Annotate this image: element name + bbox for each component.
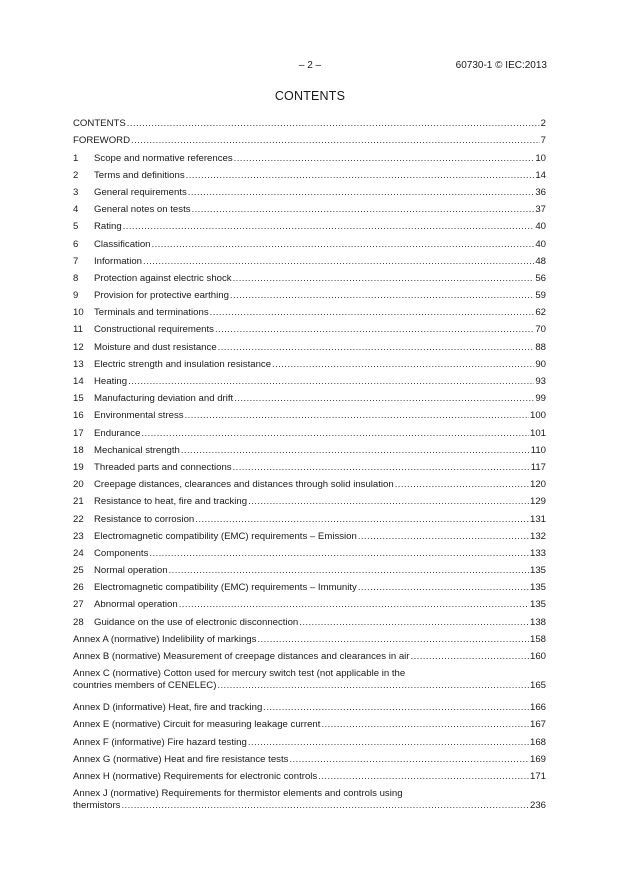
toc-annex-g[interactable]: [73, 749, 546, 766]
toc-page-number: 158: [529, 633, 546, 645]
toc-annex-label: Annex A (normative) Indelibility of markings: [73, 633, 257, 645]
toc-annex-continuation: [73, 800, 546, 812]
toc-section-number: 10: [73, 307, 84, 319]
toc-section-number: 5: [73, 221, 79, 233]
toc-leader: [318, 771, 529, 783]
toc-page-number: 48: [535, 255, 546, 267]
toc-entry-label: Abnormal operation: [94, 599, 178, 611]
toc-page-number: 160: [529, 651, 546, 662]
toc-page-number: 36: [535, 186, 546, 198]
toc-page-number: 10: [535, 152, 546, 164]
toc-leader: [411, 651, 529, 663]
toc-section-number: 9: [73, 290, 79, 302]
toc-entry[interactable]: [73, 388, 546, 405]
toc-leader: [272, 359, 534, 371]
toc-annex-d[interactable]: [73, 697, 546, 714]
toc-page-number: 110: [530, 444, 546, 456]
toc-entry[interactable]: [73, 182, 546, 199]
toc-leader: [188, 187, 535, 199]
toc-entry[interactable]: [73, 251, 546, 268]
toc-entry[interactable]: [73, 130, 546, 147]
toc-entry[interactable]: [73, 165, 546, 182]
toc-entry[interactable]: [73, 268, 546, 285]
toc-page-number: 90: [535, 358, 546, 370]
toc-leader: [395, 479, 529, 491]
toc-leader: [131, 135, 540, 147]
toc-leader: [149, 548, 529, 560]
toc-page-number: 70: [535, 324, 546, 336]
toc-leader: [127, 118, 540, 130]
page-number: – 2 –: [298, 60, 322, 71]
document-id: 60730-1 © IEC:2013: [455, 60, 547, 71]
toc-page-number: 100: [529, 410, 546, 422]
toc-page-number: 132: [529, 530, 546, 542]
toc-annex-label: Annex F (informative) Fire hazard testing: [73, 736, 247, 748]
toc-leader: [169, 565, 529, 577]
toc-leader: [234, 393, 534, 405]
toc-page-number: 101: [529, 427, 546, 439]
toc-section-number: 22: [73, 513, 84, 525]
toc-leader: [143, 256, 534, 268]
toc-leader: [210, 307, 535, 319]
toc-entry[interactable]: [73, 371, 546, 388]
toc-leader: [186, 170, 535, 182]
toc-page-number: 2: [540, 118, 546, 130]
toc-leader: [358, 531, 529, 543]
toc-annex-label: Annex C (normative) Cotton used for mercury switch test (not applicable in the: [73, 668, 406, 679]
toc-entry-label: Terminals and terminations: [94, 307, 209, 319]
toc-entry[interactable]: [73, 577, 546, 594]
toc-annex-j[interactable]: [73, 783, 546, 817]
toc-annex-continuation: [73, 680, 546, 692]
toc-page-number: 120: [529, 479, 546, 491]
toc-leader: [123, 221, 535, 233]
toc-entry-label: Manufacturing deviation and drift: [94, 393, 234, 405]
toc-entry[interactable]: [73, 543, 546, 560]
toc-entry[interactable]: [73, 611, 546, 628]
toc-entry-label: Rating: [94, 221, 122, 233]
toc-section-number: 18: [73, 444, 84, 456]
toc-entry-label: Electric strength and insulation resistance: [94, 358, 272, 370]
toc-leader: [248, 737, 529, 749]
toc-entry[interactable]: [73, 199, 546, 216]
toc-entry-label: Electromagnetic compatibility (EMC) requirements – Emission: [94, 530, 357, 542]
toc-page-number: 138: [529, 616, 546, 628]
toc-entry[interactable]: [73, 233, 546, 250]
toc-entry[interactable]: [73, 302, 546, 319]
toc-page-number: 135: [529, 582, 546, 594]
toc-leader: [121, 800, 529, 812]
toc-entry[interactable]: [73, 440, 546, 457]
toc-section-number: 3: [73, 186, 79, 198]
toc-entry-label: Mechanical strength: [94, 444, 180, 456]
toc-entry[interactable]: [73, 508, 546, 525]
toc-page-number: 168: [529, 736, 546, 748]
toc-entry[interactable]: [73, 405, 546, 422]
toc-entry[interactable]: [73, 560, 546, 577]
toc-entry-label: Environmental stress: [94, 410, 184, 422]
toc-page-number: 37: [535, 204, 546, 216]
toc-section-number: 25: [73, 565, 84, 577]
toc-section-number: 1: [73, 152, 79, 164]
toc-entry[interactable]: [73, 113, 546, 130]
toc-annex-label: Annex G (normative) Heat and fire resistance tests: [73, 753, 289, 765]
toc-entry-label: Information: [94, 255, 142, 267]
toc-leader: [215, 324, 534, 336]
table-of-contents: [73, 113, 546, 817]
toc-entry-label: Threaded parts and connections: [94, 461, 232, 473]
toc-leader: [358, 582, 529, 594]
toc-page-number: 135: [529, 565, 546, 577]
toc-entry[interactable]: [73, 336, 546, 353]
toc-page-number: 56: [535, 272, 546, 284]
toc-page-number: 171: [529, 770, 546, 782]
toc-leader: [217, 680, 529, 692]
toc-entries: [73, 113, 546, 629]
toc-section-number: 17: [73, 427, 84, 439]
toc-section-number: 24: [73, 547, 84, 559]
toc-section-number: 20: [73, 479, 84, 491]
toc-page-number: 14: [535, 169, 546, 181]
toc-section-number: 27: [73, 599, 84, 611]
toc-section-number: 16: [73, 410, 84, 422]
toc-section-number: 7: [73, 255, 79, 267]
toc-annex-c[interactable]: [73, 663, 546, 697]
toc-entry-label: Components: [94, 547, 149, 559]
toc-page-number: 236: [529, 799, 546, 811]
toc-page-number: 169: [529, 753, 546, 765]
toc-section-number: 21: [73, 496, 84, 508]
toc-page-number: 135: [529, 599, 546, 611]
toc-page-number: 7: [540, 135, 546, 147]
toc-page-number: 59: [535, 290, 546, 302]
toc-entry-label: Resistance to corrosion: [94, 513, 195, 525]
toc-page-number: 99: [535, 393, 546, 405]
toc-entry-label: Moisture and dust resistance: [94, 341, 217, 353]
toc-entry[interactable]: [73, 422, 546, 439]
toc-annex-label: Annex J (normative) Requirements for thermistor elements and controls using: [73, 787, 403, 799]
toc-entry-label: Creepage distances, clearances and distances through solid insulation: [94, 479, 394, 491]
toc-annex-label-cont: thermistors: [73, 799, 121, 811]
toc-section-number: 11: [73, 324, 83, 336]
toc-annex-f[interactable]: [73, 731, 546, 748]
toc-entry[interactable]: [73, 474, 546, 491]
toc-page-number: 117: [530, 461, 546, 473]
toc-section-number: 8: [73, 272, 79, 284]
toc-page-number: 93: [535, 376, 546, 387]
toc-section-number: 14: [73, 376, 84, 387]
toc-leader: [181, 445, 530, 457]
toc-page-number: 62: [535, 307, 546, 319]
toc-leader: [185, 410, 529, 422]
toc-annex-h[interactable]: [73, 766, 546, 783]
toc-entry-label: Constructional requirements: [94, 324, 214, 336]
toc-page-number: 129: [529, 496, 546, 508]
toc-leader: [257, 634, 529, 646]
toc-leader: [289, 754, 529, 766]
toc-entry-label: Protection against electric shock: [94, 272, 232, 284]
page-title: CONTENTS: [274, 89, 346, 103]
toc-leader: [152, 239, 535, 251]
toc-entry[interactable]: [73, 354, 546, 371]
toc-page-number: 40: [535, 221, 546, 233]
toc-entry-label: Terms and definitions: [94, 169, 185, 181]
toc-entry[interactable]: [73, 285, 546, 302]
toc-entry[interactable]: [73, 147, 546, 164]
toc-entry-label: Normal operation: [94, 565, 168, 577]
toc-leader: [141, 428, 529, 440]
toc-leader: [233, 462, 530, 474]
toc-leader: [233, 273, 535, 285]
toc-leader: [234, 153, 535, 165]
toc-entry[interactable]: [73, 594, 546, 611]
toc-section-number: 19: [73, 461, 84, 473]
toc-entry-label: Provision for protective earthing: [94, 290, 229, 302]
toc-leader: [195, 514, 529, 526]
toc-entry[interactable]: [73, 526, 546, 543]
toc-section-number: 12: [73, 341, 84, 353]
toc-leader: [248, 496, 529, 508]
toc-entry-label: General notes on tests: [94, 204, 191, 216]
toc-annex-label: Annex B (normative) Measurement of creepage distances and clearances in air: [73, 651, 410, 662]
toc-entry-label: Classification: [94, 238, 151, 250]
toc-page-number: 165: [529, 679, 546, 691]
toc-page-number: 167: [529, 719, 546, 731]
toc-leader: [128, 376, 534, 388]
toc-leader: [218, 342, 535, 354]
toc-section-number: 13: [73, 358, 84, 370]
toc-annex-label: Annex D (informative) Heat, fire and tracking: [73, 702, 263, 714]
toc-section-number: 26: [73, 582, 84, 594]
toc-annex-a[interactable]: [73, 629, 546, 646]
toc-section-number: 28: [73, 616, 84, 628]
toc-entry-label: Guidance on the use of electronic disconnection: [94, 616, 299, 628]
toc-entry[interactable]: [73, 491, 546, 508]
toc-leader: [321, 719, 529, 731]
toc-annex-label-cont: countries members of CENELEC): [73, 679, 217, 691]
toc-annex-e[interactable]: [73, 714, 546, 731]
toc-page-number: 133: [529, 547, 546, 559]
toc-entry-label: Heating: [94, 376, 128, 387]
toc-section-number: 15: [73, 393, 84, 405]
toc-entry[interactable]: [73, 319, 546, 336]
toc-entry-label: CONTENTS: [73, 118, 126, 130]
toc-section-number: 4: [73, 204, 79, 216]
toc-entry-label: Resistance to heat, fire and tracking: [94, 496, 248, 508]
toc-leader: [179, 599, 529, 611]
toc-entry-label: FOREWORD: [73, 135, 131, 147]
toc-leader: [299, 617, 529, 629]
toc-entry-label: General requirements: [94, 186, 187, 198]
toc-entry-label: Scope and normative references: [94, 152, 233, 164]
toc-entry-label: Endurance: [94, 427, 141, 439]
toc-section-number: 2: [73, 169, 79, 181]
toc-leader: [192, 204, 535, 216]
toc-annex-b[interactable]: [73, 646, 546, 663]
toc-section-number: 6: [73, 238, 79, 250]
toc-section-number: 23: [73, 530, 84, 542]
toc-annex-label: Annex E (normative) Circuit for measuring leakage current: [73, 719, 321, 731]
toc-annex-label: Annex H (normative) Requirements for electronic controls: [73, 770, 318, 782]
toc-entry-label: Electromagnetic compatibility (EMC) requirements – Immunity: [94, 582, 357, 594]
toc-leader: [230, 290, 534, 302]
toc-page-number: 88: [535, 341, 546, 353]
toc-page-number: 40: [535, 238, 546, 250]
toc-leader: [263, 702, 529, 714]
toc-page-number: 166: [529, 702, 546, 714]
toc-entry[interactable]: [73, 216, 546, 233]
toc-page-number: 131: [529, 513, 546, 525]
toc-entry[interactable]: [73, 457, 546, 474]
